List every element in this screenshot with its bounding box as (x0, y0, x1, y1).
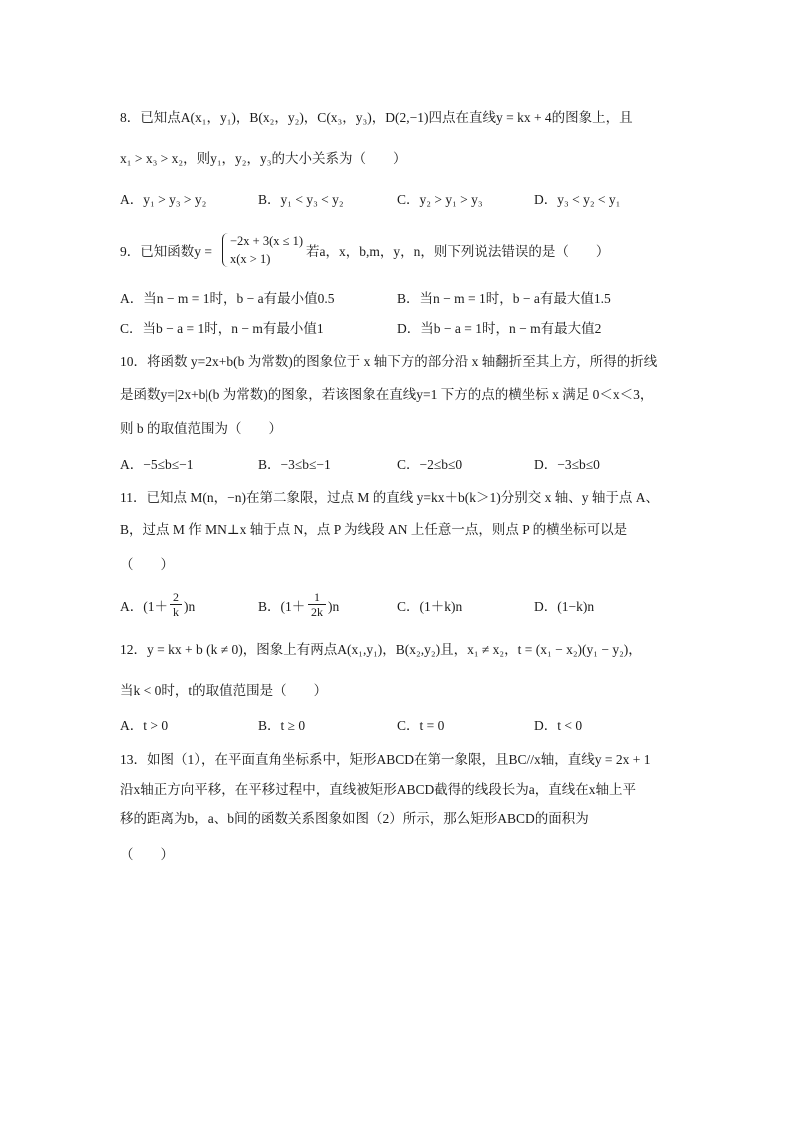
q12-option-d: D．t < 0 (534, 718, 583, 733)
q11-option-a-prefix: A．(1＋ (120, 599, 168, 614)
q13-stem-line2: 沿x轴正方向平移，在平移过程中，直线被矩形ABCD截得的线段长为a，直线在x轴上平 (120, 782, 636, 797)
brace-icon (222, 233, 229, 267)
fraction-numerator: 2 (170, 590, 182, 605)
q11-option-d: D．(1−k)n (534, 599, 595, 614)
q11-stem-line3: （ ） (120, 557, 174, 572)
q11-option-a-fraction (170, 590, 182, 619)
q9-case-2: x(x > 1) (230, 252, 271, 266)
q13-stem-line3: 移的距离为b，a、b间的函数关系图象如图（2）所示，那么矩形ABCD的面积为 (120, 811, 589, 826)
q13-stem-line4: （ ） (120, 847, 174, 862)
fraction-numerator: 1 (308, 590, 326, 605)
q9-option-c: C．当b − a = 1时，n − m有最小值1 (120, 321, 324, 336)
q10-stem-line1: 10．将函数 y=2x+b(b 为常数)的图象位于 x 轴下方的部分沿 x 轴翻折至其上方，所得的折线 (120, 354, 658, 369)
q8-stem-line2: x₁ > x₃ > x₂，则y₁，y₂，y₃的大小关系为（ ） (120, 151, 407, 166)
q11-option-b-prefix: B．(1＋ (258, 599, 306, 614)
q10-option-b: B．−3≤b≤−1 (258, 457, 331, 472)
q8-stem-line1: 8．已知点A(x₁，y₁)，B(x₂，y₂)，C(x₃，y₃)，D(2,−1)四点在直线y = kx + 4的图象上，且 (120, 110, 633, 125)
q12-option-c: C．t = 0 (397, 718, 445, 733)
q13-stem-line1: 13．如图（1），在平面直角坐标系中，矩形ABCD在第一象限，且BC//x轴，直线y = 2x + 1 (120, 752, 651, 767)
q11-stem-line1: 11．已知点 M(n，−n)在第二象限，过点 M 的直线 y=kx＋b(k＞1)分别交 x 轴、y 轴于点 A、 (120, 490, 659, 505)
q11-option-c: C．(1＋k)n (397, 599, 463, 614)
fraction-denominator: k (173, 605, 179, 619)
q12-option-a: A．t > 0 (120, 718, 169, 733)
q12-option-b: B．t ≥ 0 (258, 718, 306, 733)
q9-piecewise-function (222, 233, 312, 269)
fraction-denominator: 2k (311, 605, 323, 619)
q10-stem-line2: 是函数y=|2x+b|(b 为常数)的图象，若该图象在直线y=1 下方的点的横坐标 x 满足 0＜x＜3， (120, 387, 654, 402)
q8-option-b: B．y₁ < y₃ < y₂ (258, 192, 344, 207)
q9-case-1: −2x + 3(x ≤ 1) (230, 234, 304, 248)
q11-stem-line2: B，过点 M 作 MN⊥x 轴于点 N，点 P 为线段 AN 上任意一点，则点 P 的横坐标可以是 (120, 522, 628, 537)
q9-stem-suffix: 若a，x，b,m，y，n，则下列说法错误的是（ ） (306, 244, 610, 259)
q9-option-a: A．当n − m = 1时，b − a有最小值0.5 (120, 291, 335, 306)
q10-option-a: A．−5≤b≤−1 (120, 457, 194, 472)
q10-option-c: C．−2≤b≤0 (397, 457, 463, 472)
q8-option-a: A．y₁ > y₃ > y₂ (120, 192, 207, 207)
q12-stem-line2: 当k < 0时，t的取值范围是（ ） (120, 683, 328, 698)
q8-option-d: D．y₃ < y₂ < y₁ (534, 192, 621, 207)
q9-option-b: B．当n − m = 1时，b − a有最大值1.5 (397, 291, 611, 306)
q11-option-b-suffix: )n (328, 599, 340, 614)
q9-option-d: D．当b − a = 1时，n − m有最大值2 (397, 321, 602, 336)
q11-option-b-fraction (308, 590, 326, 619)
q10-stem-line3: 则 b 的取值范围为（ ） (120, 421, 282, 436)
q12-stem-line1: 12．y = kx + b (k ≠ 0)，图象上有两点A(x₁,y₁)，B(x₂,y₂)且，x₁ ≠ x₂，t = (x₁ − x₂)(y₁ − y₂)， (120, 642, 642, 657)
q10-option-d: D．−3≤b≤0 (534, 457, 600, 472)
q11-option-a-suffix: )n (184, 599, 196, 614)
q8-option-c: C．y₂ > y₁ > y₃ (397, 192, 483, 207)
q9-stem-prefix: 9．已知函数y = (120, 244, 212, 259)
